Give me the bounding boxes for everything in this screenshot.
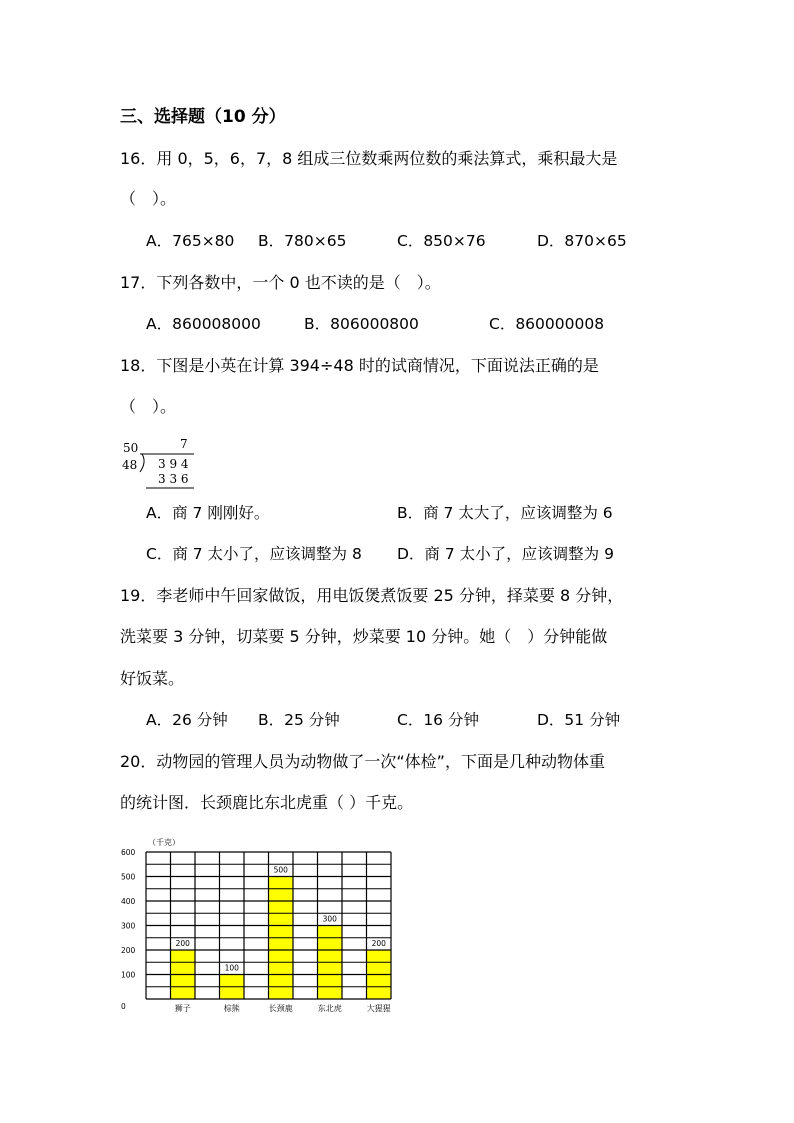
q19-option-c[interactable]: C．16 分钟: [397, 711, 479, 729]
division-quotient: 7: [180, 437, 188, 451]
q17-option-c[interactable]: C．860000008: [489, 315, 605, 333]
category-label: 狮子: [174, 1004, 191, 1013]
question-16-blank: （ ）。: [120, 189, 177, 208]
bar-value-label: 500: [273, 865, 288, 875]
y-tick-label: 600: [121, 848, 136, 857]
q16-option-b[interactable]: B．780×65: [258, 232, 347, 250]
bar-value-label: 100: [224, 963, 239, 973]
question-18-blank: （ ）。: [120, 397, 177, 416]
category-label: 长颈鹿: [268, 1004, 293, 1013]
question-16-text: 16．用 0，5，6，7，8 组成三位数乘两位数的乘法算式，乘积最大是: [120, 149, 618, 168]
division-divisor: 48: [122, 458, 138, 472]
q19-option-d[interactable]: D．51 分钟: [537, 711, 621, 729]
q17-option-a[interactable]: A．860008000: [146, 315, 261, 333]
q19-option-b[interactable]: B．25 分钟: [258, 711, 340, 729]
q19-option-a[interactable]: A．26 分钟: [146, 711, 228, 729]
q16-option-c[interactable]: C．850×76: [397, 232, 486, 250]
bar-value-label: 300: [322, 914, 337, 924]
bar-value-label: 200: [175, 939, 190, 948]
question-19-text: 19．李老师中午回家做饭，用电饭煲煮饭要 25 分钟，择菜要 8 分钟，: [120, 586, 624, 605]
q17-option-b[interactable]: B．806000800: [304, 315, 419, 333]
question-19-text-3: 好饭菜。: [120, 669, 185, 688]
division-estimate: 50: [123, 441, 139, 455]
y-tick-label: 300: [121, 921, 136, 931]
q18-option-a[interactable]: A．商 7 刚刚好。: [146, 504, 270, 522]
y-tick-label: 200: [121, 946, 136, 955]
division-product: 3 3 6: [158, 472, 189, 486]
long-division-figure: [118, 436, 208, 492]
q18-option-b[interactable]: B．商 7 太大了，应该调整为 6: [397, 504, 613, 522]
animal-weight-bar-chart: [118, 832, 408, 1022]
question-20-text-2: 的统计图．长颈鹿比东北虎重（ ）千克。: [120, 793, 414, 812]
y-tick-label: 100: [121, 970, 136, 980]
q16-option-a[interactable]: A．765×80: [146, 232, 235, 250]
y-tick-label: 0: [121, 1002, 126, 1011]
q18-option-d[interactable]: D．商 7 太小了，应该调整为 9: [397, 545, 614, 563]
y-unit-label: （千克）: [148, 838, 180, 847]
category-label: 东北虎: [317, 1004, 342, 1013]
question-20-text: 20．动物园的管理人员为动物做了一次“体检”，下面是几种动物体重: [120, 752, 605, 771]
category-label: 棕熊: [223, 1004, 240, 1013]
q18-option-c[interactable]: C．商 7 太小了，应该调整为 8: [146, 545, 362, 563]
y-tick-label: 400: [121, 897, 136, 906]
y-tick-label: 500: [121, 872, 136, 882]
q16-option-d[interactable]: D．870×65: [537, 232, 627, 250]
division-dividend: 3 9 4: [158, 457, 189, 471]
category-label: 大猩猩: [366, 1004, 391, 1013]
section-title: 三、选择题（10 分）: [120, 107, 286, 127]
question-19-text-2: 洗菜要 3 分钟，切菜要 5 分钟，炒菜要 10 分钟。她（ ）分钟能做: [120, 627, 608, 646]
question-17-text: 17．下列各数中，一个 0 也不读的是（ ）。: [120, 273, 441, 292]
question-18-text: 18．下图是小英在计算 394÷48 时的试商情况，下面说法正确的是: [120, 356, 599, 375]
bar-value-label: 200: [371, 939, 386, 948]
